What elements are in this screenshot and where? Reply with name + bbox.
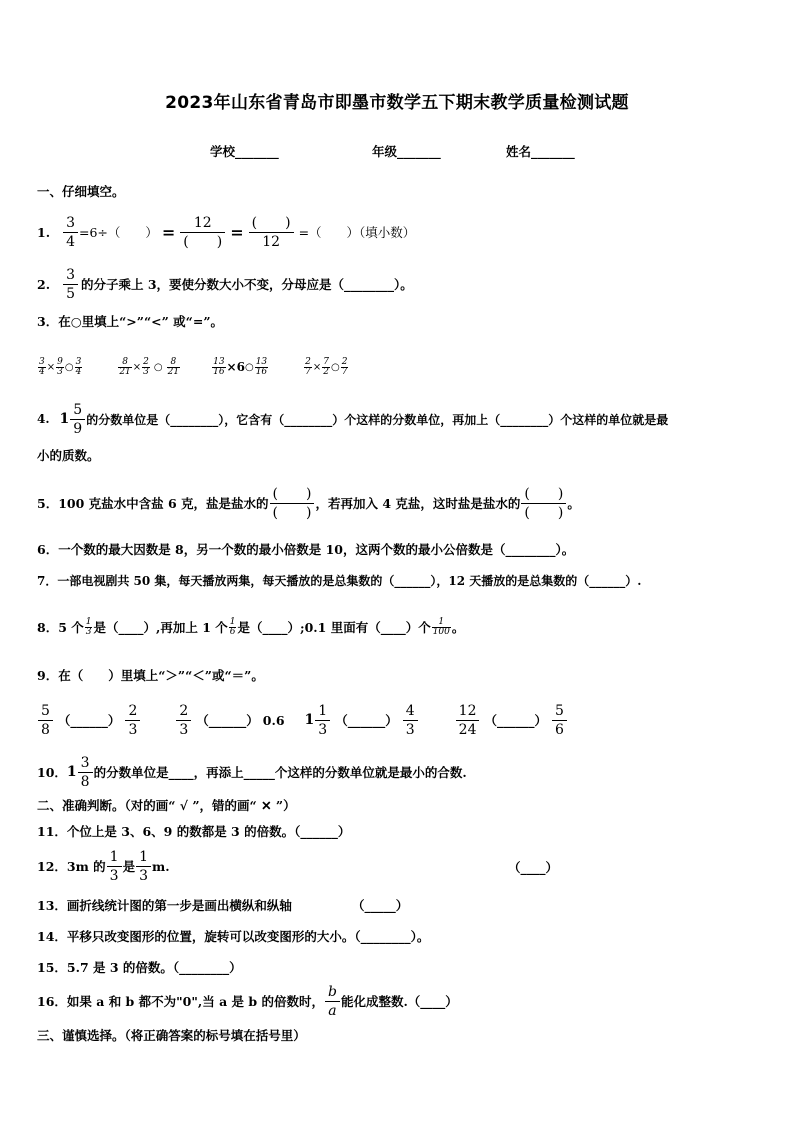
question-3: 3．在○里填上“>”“<” 或“=”。 bbox=[37, 314, 224, 329]
q10-number: 10． bbox=[37, 765, 67, 780]
q4-frac-den: 9 bbox=[73, 420, 83, 437]
q3-4-c-num: 2 bbox=[341, 356, 348, 367]
q9-item-4 bbox=[455, 702, 568, 739]
q12-text-b: 是 bbox=[122, 859, 136, 874]
question-5 bbox=[37, 480, 580, 526]
q8-f2-num: 1 bbox=[229, 616, 236, 627]
q10-fraction bbox=[78, 754, 93, 791]
section-3-heading: 三、谨慎选择。（将正确答案的标号填在括号里） bbox=[37, 1028, 306, 1043]
q4-fraction bbox=[70, 401, 85, 438]
q3-1-a-den: 4 bbox=[39, 366, 45, 377]
q8-text-a: 8．5 个 bbox=[37, 620, 84, 635]
q3-1-op: × bbox=[46, 361, 56, 373]
q9-1-blank[interactable]: （______） bbox=[57, 713, 121, 728]
q4-whole: 1 bbox=[59, 411, 70, 427]
q3-3-c-den: 16 bbox=[255, 366, 268, 377]
name-blank: _______ bbox=[531, 144, 575, 159]
q1-f3-num: ( ) bbox=[249, 214, 294, 233]
q9-4-right bbox=[552, 702, 567, 739]
school-blank: _______ bbox=[235, 144, 279, 159]
q9-3-whole: 1 bbox=[304, 712, 315, 728]
q1-f2-num: 12 bbox=[180, 214, 225, 233]
q8-f3-den: 100 bbox=[432, 626, 450, 637]
q3-4-a-num: 2 bbox=[305, 356, 311, 367]
question-2 bbox=[37, 264, 413, 304]
q12-f1-num: 1 bbox=[107, 848, 122, 867]
q9-item-2 bbox=[175, 702, 284, 739]
question-1 bbox=[37, 210, 415, 254]
q9-3-left bbox=[315, 702, 330, 739]
q16-text-b: 能化成整数.（____） bbox=[340, 994, 458, 1009]
q8-f1-num: 1 bbox=[85, 616, 92, 627]
q2-fraction-3-5 bbox=[63, 266, 78, 303]
q9-4-blank[interactable]: （______） bbox=[484, 713, 547, 728]
q9-3-l-num: 1 bbox=[315, 702, 330, 721]
q9-1-right bbox=[125, 702, 140, 739]
q5-f2-num: ( ) bbox=[521, 485, 566, 504]
q5-f2-den: ( ) bbox=[524, 504, 564, 521]
q5-text-c: 。 bbox=[567, 496, 580, 511]
q3-1-b-num: 9 bbox=[57, 356, 63, 367]
section-2-heading: 二、准确判断。（对的画“ √ ”，错的画“ ✕ ”） bbox=[37, 798, 296, 813]
q1-eq-1: = bbox=[161, 222, 176, 242]
q9-4-l-den: 24 bbox=[458, 721, 477, 738]
q5-f1-num: ( ) bbox=[270, 485, 315, 504]
q8-fraction-1-100 bbox=[432, 618, 451, 637]
q3-3-c bbox=[255, 358, 268, 377]
q1-frac-den: 4 bbox=[66, 233, 75, 250]
q3-2-c-num: 8 bbox=[167, 358, 180, 368]
q9-2-l-num: 2 bbox=[176, 702, 191, 721]
q3-4-b-num: 7 bbox=[323, 356, 329, 367]
q3-3-a-num: 13 bbox=[213, 356, 225, 367]
q3-item-4 bbox=[303, 358, 349, 377]
q9-3-right bbox=[403, 702, 418, 739]
q4-frac-num: 5 bbox=[70, 401, 85, 420]
school-field bbox=[210, 142, 279, 160]
q5-blank-fraction-2[interactable] bbox=[521, 485, 566, 522]
q3-4-c bbox=[341, 358, 349, 377]
q1-fraction-12 bbox=[180, 214, 225, 251]
q8-fraction-1-3 bbox=[85, 618, 93, 637]
q3-2-b bbox=[142, 358, 150, 377]
q12-fraction-1 bbox=[107, 848, 122, 885]
q1-fraction-3-4 bbox=[63, 214, 78, 251]
q16-fraction-b-a bbox=[325, 983, 340, 1020]
q3-2-b-num: 2 bbox=[143, 356, 149, 367]
q9-2-l-den: 3 bbox=[179, 721, 189, 738]
q3-2-b-den: 3 bbox=[143, 366, 149, 377]
q3-4-b-den: 2 bbox=[323, 366, 329, 377]
q1-text-b: =（ ）（填小数） bbox=[298, 225, 416, 240]
q13-blank[interactable]: （_____） bbox=[352, 898, 409, 913]
q9-1-r-num: 2 bbox=[125, 702, 140, 721]
q3-1-circle[interactable]: ○ bbox=[64, 361, 74, 373]
q3-3-circle[interactable]: ○ bbox=[244, 361, 254, 373]
q3-item-3 bbox=[211, 358, 269, 377]
q9-1-left bbox=[38, 702, 53, 739]
q16-text-a: 16．如果 a 和 b 都不为"0",当 a 是 b 的倍数时， bbox=[37, 994, 324, 1009]
q9-3-blank[interactable]: （______） bbox=[335, 713, 398, 728]
q3-2-c bbox=[167, 358, 180, 377]
q5-text-b: ，若再加入 4 克盐，这时盐是盐水的 bbox=[315, 496, 521, 511]
q3-3-a-den: 16 bbox=[213, 366, 225, 377]
q8-text-c: 是（____）;0.1 里面有（____）个 bbox=[237, 620, 431, 635]
q8-fraction-1-6 bbox=[229, 618, 237, 637]
q3-comparisons bbox=[37, 352, 349, 382]
q8-f2-den: 6 bbox=[229, 626, 236, 637]
q2-frac-num: 3 bbox=[63, 266, 78, 285]
q8-text-d: 。 bbox=[451, 620, 465, 635]
q9-4-left bbox=[456, 702, 480, 739]
q1-frac-num: 3 bbox=[63, 214, 78, 233]
q10-whole: 1 bbox=[66, 764, 77, 780]
q10-frac-num: 3 bbox=[78, 754, 93, 773]
grade-blank: _______ bbox=[397, 144, 441, 159]
q9-1-l-den: 8 bbox=[41, 721, 50, 738]
q12-f2-den: 3 bbox=[139, 867, 149, 884]
q9-2-right: 0.6 bbox=[262, 712, 285, 728]
q3-2-a bbox=[118, 358, 131, 377]
q3-1-b-den: 3 bbox=[57, 366, 63, 377]
q3-item-2 bbox=[117, 358, 181, 377]
q12-f1-den: 3 bbox=[109, 867, 119, 884]
q9-4-l-num: 12 bbox=[456, 702, 480, 721]
q3-1-b bbox=[56, 358, 64, 377]
q10-frac-den: 8 bbox=[80, 773, 90, 790]
q9-2-left bbox=[176, 702, 191, 739]
q9-item-3 bbox=[305, 702, 419, 739]
q3-1-c-den: 4 bbox=[75, 366, 82, 377]
name-label: 姓名 bbox=[506, 144, 532, 159]
q3-1-a bbox=[38, 358, 46, 377]
q8-text-b: 是（____）,再加上 1 个 bbox=[93, 620, 228, 635]
q3-4-c-den: 7 bbox=[341, 366, 348, 377]
q9-3-r-den: 3 bbox=[405, 721, 415, 738]
q9-3-l-den: 3 bbox=[318, 721, 328, 738]
question-7: 7．一部电视剧共 50 集，每天播放两集，每天播放的是总集数的（______），12 天播放的是总集数的（______）. bbox=[37, 574, 642, 588]
q16-f-den: a bbox=[328, 1002, 337, 1019]
q3-4-b bbox=[322, 358, 330, 377]
q8-f3-num: 1 bbox=[432, 618, 451, 628]
q9-4-r-den: 6 bbox=[555, 721, 564, 738]
q3-1-c bbox=[75, 358, 83, 377]
q1-text-a: =6÷（ ） bbox=[78, 225, 158, 240]
q3-4-op: × bbox=[312, 361, 322, 373]
q12-text-a: 12．3m 的 bbox=[37, 859, 106, 874]
school-label: 学校 bbox=[210, 144, 236, 159]
q3-2-a-num: 8 bbox=[118, 358, 131, 368]
q9-comparisons bbox=[37, 698, 568, 742]
q1-f3-den: 12 bbox=[262, 233, 281, 250]
q1-f2-den: ( ) bbox=[183, 233, 223, 250]
grade-label: 年级 bbox=[372, 144, 398, 159]
q4-text-a: 的分数单位是（________），它含有（________）个这样的分数单位，再加上（________）个这样的单位就是最 bbox=[86, 412, 669, 427]
grade-field bbox=[372, 142, 441, 160]
q3-2-circle[interactable]: ○ bbox=[153, 361, 163, 373]
q12-fraction-2 bbox=[136, 848, 151, 885]
q1-number: 1. bbox=[37, 224, 51, 240]
section-1-heading: 一、仔细填空。 bbox=[37, 184, 125, 199]
q9-4-r-num: 5 bbox=[552, 702, 567, 721]
q2-frac-den: 5 bbox=[66, 285, 75, 302]
q2-text: 的分子乘上 3，要使分数大小不变，分母应是（________）。 bbox=[80, 277, 413, 292]
question-9: 9．在（ ）里填上“＞”“＜”或“＝”。 bbox=[37, 668, 264, 683]
question-14: 14．平移只改变图形的位置，旋转可以改变图形的大小。（________）。 bbox=[37, 929, 430, 944]
name-field bbox=[506, 142, 575, 160]
q8-f1-den: 3 bbox=[85, 626, 92, 637]
q16-f-num: b bbox=[325, 983, 340, 1002]
question-11: 11．个位上是 3、6、9 的数都是 3 的倍数。（______） bbox=[37, 824, 351, 839]
q3-1-a-num: 3 bbox=[39, 356, 45, 367]
q3-3-a bbox=[212, 358, 225, 377]
q3-1-c-num: 3 bbox=[75, 356, 82, 367]
q3-4-a-den: 7 bbox=[305, 366, 311, 377]
question-8 bbox=[37, 612, 464, 642]
q9-3-r-num: 4 bbox=[403, 702, 418, 721]
q3-item-1 bbox=[37, 358, 83, 377]
q9-2-blank[interactable]: （______） bbox=[196, 713, 259, 728]
q12-blank[interactable]: （____） bbox=[508, 860, 559, 875]
q4-number: 4. bbox=[37, 412, 50, 426]
q9-item-1 bbox=[37, 702, 141, 739]
q4-text-b: 小的质数。 bbox=[37, 448, 100, 463]
q3-2-a-den: 21 bbox=[119, 366, 131, 377]
q1-fraction-over-12 bbox=[249, 214, 294, 251]
q3-4-circle[interactable]: ○ bbox=[331, 361, 340, 373]
q1-eq-2: = bbox=[230, 222, 244, 242]
q5-blank-fraction-1[interactable] bbox=[270, 485, 315, 522]
q3-3-c-num: 13 bbox=[255, 356, 268, 367]
q3-3-op: ×6 bbox=[226, 360, 245, 374]
q12-f2-num: 1 bbox=[136, 848, 151, 867]
page-title: 2023年山东省青岛市即墨市数学五下期末教学质量检测试题 bbox=[165, 93, 629, 113]
q2-number: 2. bbox=[37, 276, 51, 292]
question-10 bbox=[37, 752, 467, 792]
question-12 bbox=[37, 846, 170, 886]
q5-text-a: 5．100 克盐水中含盐 6 克，盐是盐水的 bbox=[37, 496, 269, 511]
question-4 bbox=[37, 398, 668, 440]
question-16 bbox=[37, 981, 458, 1021]
q3-2-op: × bbox=[132, 361, 142, 373]
q3-2-c-den: 21 bbox=[167, 366, 180, 377]
question-6: 6．一个数的最大因数是 8，另一个数的最小倍数是 10，这两个数的最小公倍数是（________）。 bbox=[37, 542, 575, 557]
question-15: 15．5.7 是 3 的倍数。（________） bbox=[37, 960, 242, 975]
q5-f1-den: ( ) bbox=[272, 504, 312, 521]
question-13: 13．画折线统计图的第一步是画出横纵和纵轴 bbox=[37, 898, 292, 913]
q9-1-l-num: 5 bbox=[38, 702, 53, 721]
q12-text-c: m. bbox=[152, 858, 170, 874]
q10-text: 的分数单位是____，再添上_____个这样的分数单位就是最小的合数. bbox=[93, 765, 467, 780]
q3-4-a bbox=[304, 358, 312, 377]
q9-1-r-den: 3 bbox=[128, 721, 138, 738]
